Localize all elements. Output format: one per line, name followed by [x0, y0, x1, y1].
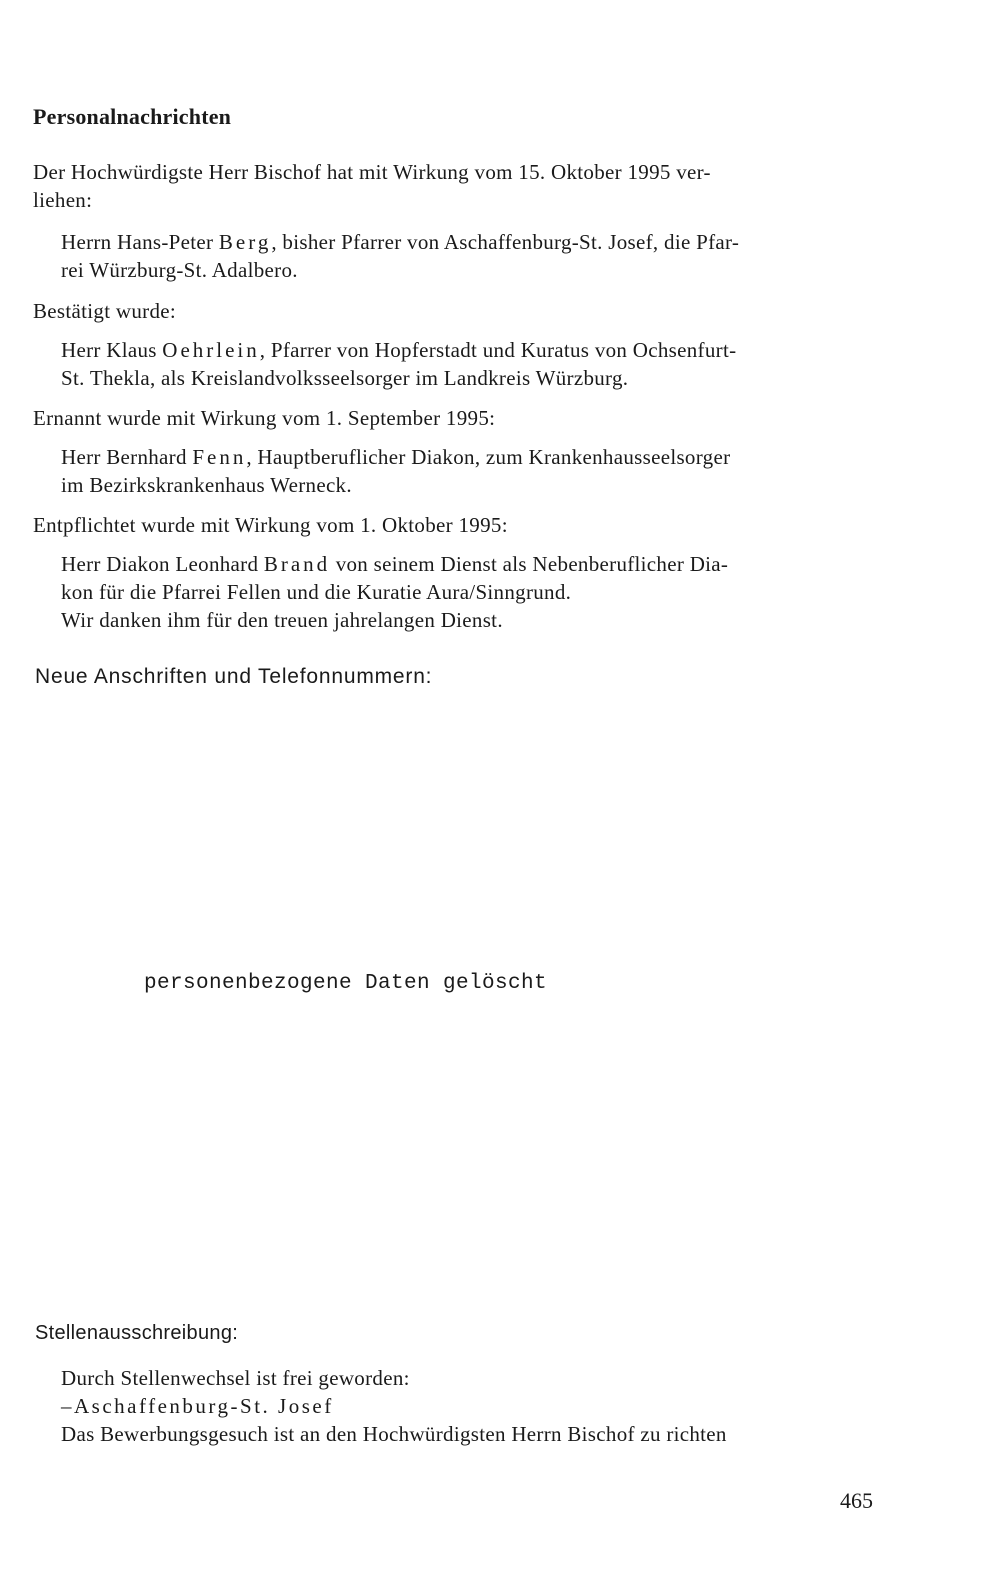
entry-berg: [61, 228, 879, 284]
job-posting-title: Stellenausschreibung:: [35, 1322, 239, 1344]
entry-text: , Hauptberuflicher Diakon, zum Krankenhausseelsorger: [246, 445, 731, 469]
entry-text: St. Thekla, als Kreislandvolksseelsorger im Landkreis Würzburg.: [61, 366, 629, 390]
page-heading: Personalnachrichten: [33, 104, 232, 129]
entry-text: von seinem Dienst als Nebenberuflicher Dia-: [330, 552, 729, 576]
person-name: Berg: [218, 230, 272, 254]
entry-text: , Pfarrer von Hopferstadt und Kuratus von Ochsenfurt-: [259, 338, 737, 362]
intro-line-1: Der Hochwürdigste Herr Bischof hat mit Wirkung vom 15. Oktober 1995 ver-: [33, 160, 711, 184]
page-number: 465: [840, 1488, 873, 1513]
entry-text: Herr Bernhard: [61, 445, 193, 469]
addresses-section-title: Neue Anschriften und Telefonnummern:: [35, 665, 433, 688]
person-name: Brand: [263, 552, 331, 576]
label-bestaetigt: Bestätigt wurde:: [33, 299, 177, 323]
entry-text: Wir danken ihm für den treuen jahrelangen Dienst.: [61, 608, 503, 632]
entry-text: im Bezirkskrankenhaus Werneck.: [61, 473, 352, 497]
deleted-data-notice: personenbezogene Daten gelöscht: [144, 972, 548, 995]
entry-text: rei Würzburg-St. Adalbero.: [61, 258, 298, 282]
entry-fenn: [61, 443, 879, 499]
person-name: Fenn: [192, 445, 247, 469]
entry-text: Herr Klaus: [61, 338, 163, 362]
intro-paragraph: [33, 158, 879, 214]
entry-text: Herr Diakon Leonhard: [61, 552, 264, 576]
entry-text: , bisher Pfarrer von Aschaffenburg-St. Josef, die Pfar-: [271, 230, 740, 254]
job-posting-parish: –Aschaffenburg-St. Josef: [61, 1394, 334, 1418]
person-name: Oehrlein: [162, 338, 260, 362]
intro-line-2: liehen:: [33, 188, 93, 212]
entry-oehrlein: [61, 336, 879, 392]
label-entpflichtet: Entpflichtet wurde mit Wirkung vom 1. Oktober 1995:: [33, 513, 508, 537]
entry-text: Herrn Hans-Peter: [61, 230, 219, 254]
label-ernannt: Ernannt wurde mit Wirkung vom 1. September 1995:: [33, 406, 496, 430]
entry-text: kon für die Pfarrei Fellen und die Kuratie Aura/Sinngrund.: [61, 580, 572, 604]
job-posting-line: Durch Stellenwechsel ist frei geworden:: [61, 1366, 410, 1390]
entry-brand: [61, 550, 879, 634]
job-posting-body: [61, 1364, 879, 1448]
job-posting-line: Das Bewerbungsgesuch ist an den Hochwürdigsten Herrn Bischof zu richten: [61, 1422, 727, 1446]
